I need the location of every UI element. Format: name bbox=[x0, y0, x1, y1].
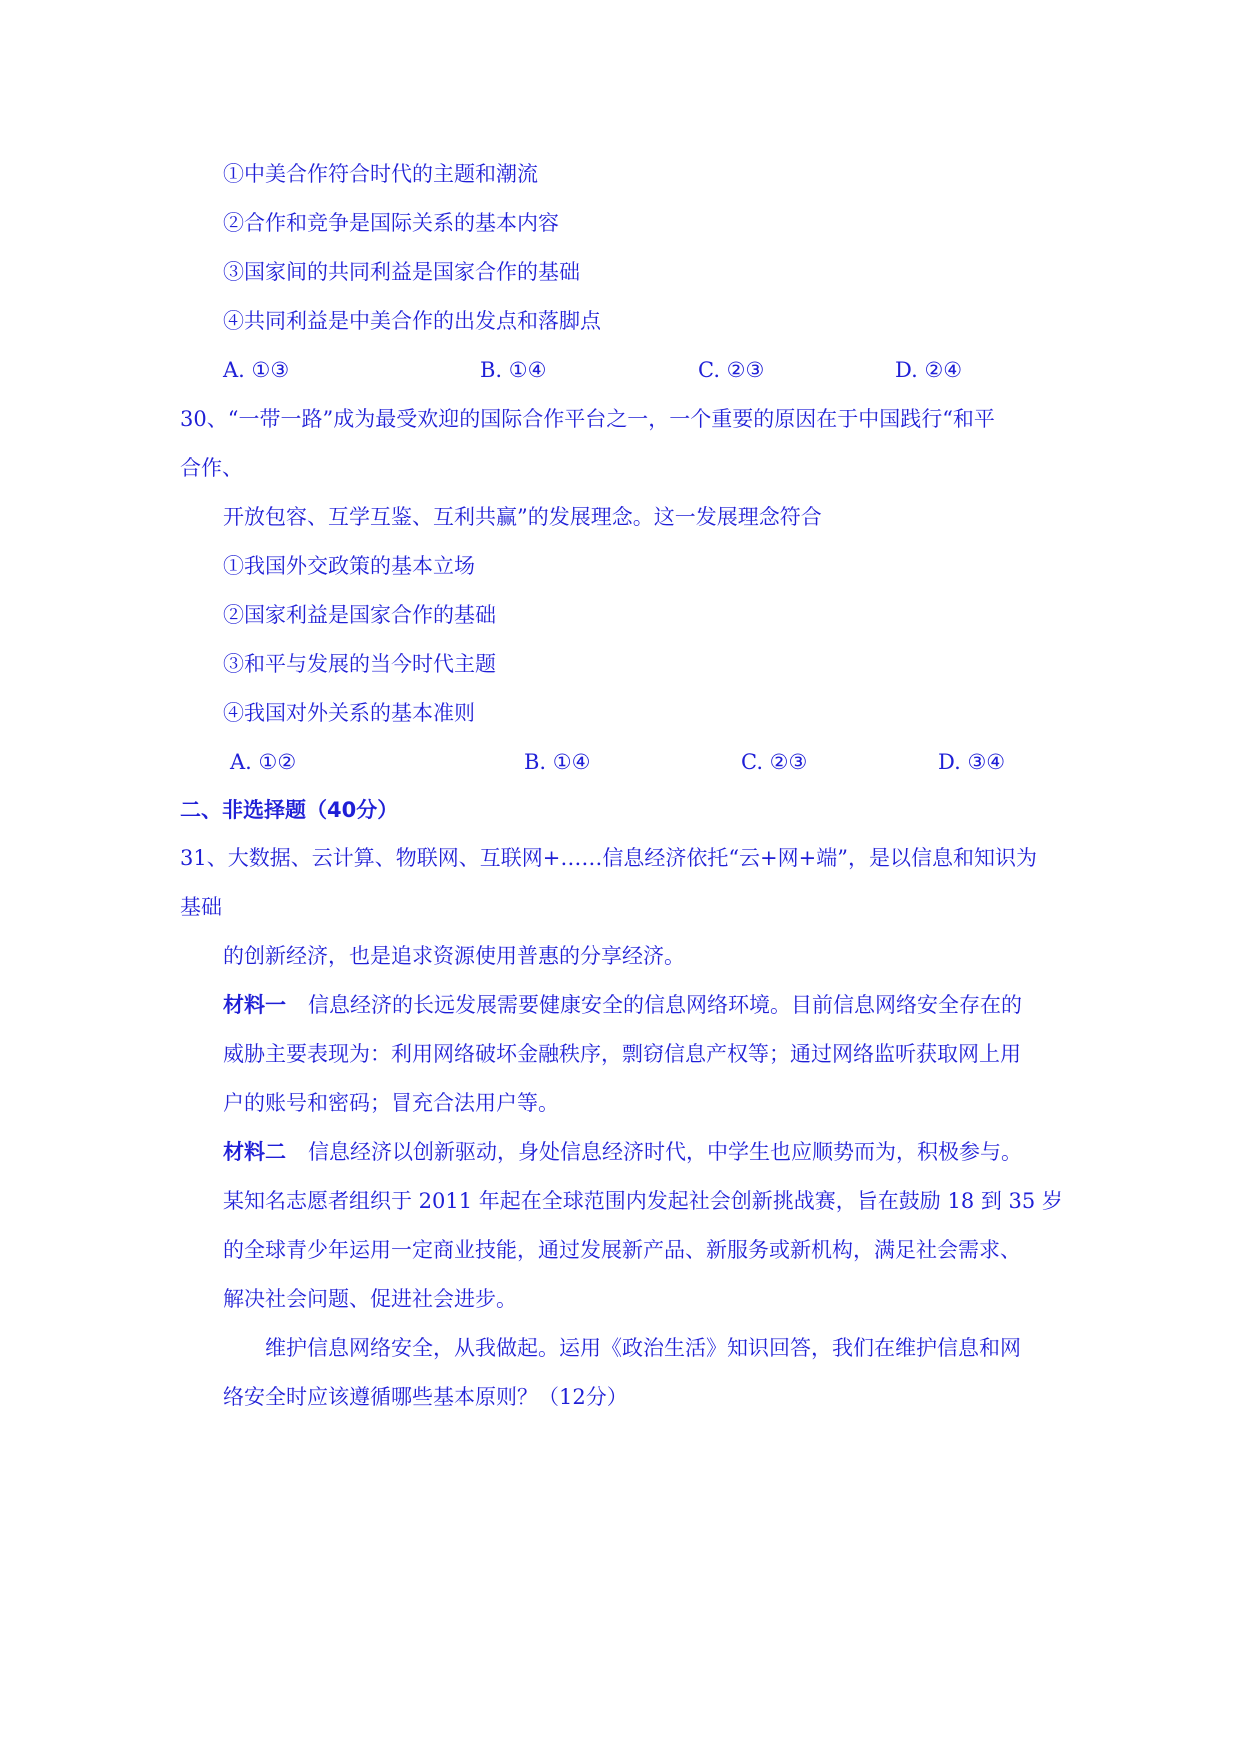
material-2-text-1: 信息经济以创新驱动，身处信息经济时代，中学生也应顺势而为，积极参与。 bbox=[308, 1140, 1022, 1164]
q29-option-d: D. ②④ bbox=[895, 358, 963, 382]
q31-stem-line-3: 的创新经济，也是追求资源使用普惠的分享经济。 bbox=[223, 944, 685, 968]
material-2-line-2: 某知名志愿者组织于 2011 年起在全球范围内发起社会创新挑战赛，旨在鼓励 18 到 35 岁 bbox=[223, 1189, 1063, 1213]
q29-option-c: C. ②③ bbox=[698, 358, 765, 382]
q31-stem-line-1: 31、大数据、云计算、物联网、互联网+……信息经济依托“云+网+端”，是以信息和知识为 bbox=[180, 846, 1037, 870]
q29-item-2: ②合作和竞争是国际关系的基本内容 bbox=[223, 211, 559, 235]
material-2-line-4: 解决社会问题、促进社会进步。 bbox=[223, 1287, 517, 1311]
q31-question-line-2: 络安全时应该遵循哪些基本原则？（12分） bbox=[223, 1385, 628, 1409]
q29-item-4: ④共同利益是中美合作的出发点和落脚点 bbox=[223, 309, 601, 333]
q30-option-d: D. ③④ bbox=[938, 750, 1006, 774]
q30-item-4: ④我国对外关系的基本准则 bbox=[223, 701, 475, 725]
section-heading: 二、非选择题（40分） bbox=[180, 798, 399, 822]
material-1-line-1 bbox=[223, 991, 1022, 1019]
material-1-label: 材料一 bbox=[223, 993, 286, 1017]
material-2-label: 材料二 bbox=[223, 1140, 286, 1164]
q30-stem-line-1: 30、“一带一路”成为最受欢迎的国际合作平台之一，一个重要的原因在于中国践行“和平 bbox=[180, 407, 995, 431]
q30-stem-line-2: 合作、 bbox=[180, 456, 243, 480]
material-2-line-1 bbox=[223, 1138, 1022, 1166]
q29-option-b: B. ①④ bbox=[480, 358, 547, 382]
material-2-line-3: 的全球青少年运用一定商业技能，通过发展新产品、新服务或新机构，满足社会需求、 bbox=[223, 1238, 1021, 1262]
q30-option-c: C. ②③ bbox=[741, 750, 808, 774]
q29-item-3: ③国家间的共同利益是国家合作的基础 bbox=[223, 260, 580, 284]
q30-item-2: ②国家利益是国家合作的基础 bbox=[223, 603, 496, 627]
q29-item-1: ①中美合作符合时代的主题和潮流 bbox=[223, 162, 538, 186]
q30-item-3: ③和平与发展的当今时代主题 bbox=[223, 652, 496, 676]
q31-stem-line-2: 基础 bbox=[180, 895, 222, 919]
q30-option-a: A. ①② bbox=[230, 750, 297, 774]
q31-question-line-1: 维护信息网络安全，从我做起。运用《政治生活》知识回答，我们在维护信息和网 bbox=[265, 1336, 1021, 1360]
q29-option-a: A. ①③ bbox=[223, 358, 290, 382]
material-1-line-2: 威胁主要表现为：利用网络破坏金融秩序，剽窃信息产权等；通过网络监听获取网上用 bbox=[223, 1042, 1021, 1066]
material-1-text-1: 信息经济的长远发展需要健康安全的信息网络环境。目前信息网络安全存在的 bbox=[308, 993, 1022, 1017]
material-1-line-3: 户的账号和密码；冒充合法用户等。 bbox=[223, 1091, 559, 1115]
q30-option-b: B. ①④ bbox=[524, 750, 591, 774]
q30-item-1: ①我国外交政策的基本立场 bbox=[223, 554, 475, 578]
q30-stem-line-3: 开放包容、互学互鉴、互利共赢”的发展理念。这一发展理念符合 bbox=[223, 505, 822, 529]
